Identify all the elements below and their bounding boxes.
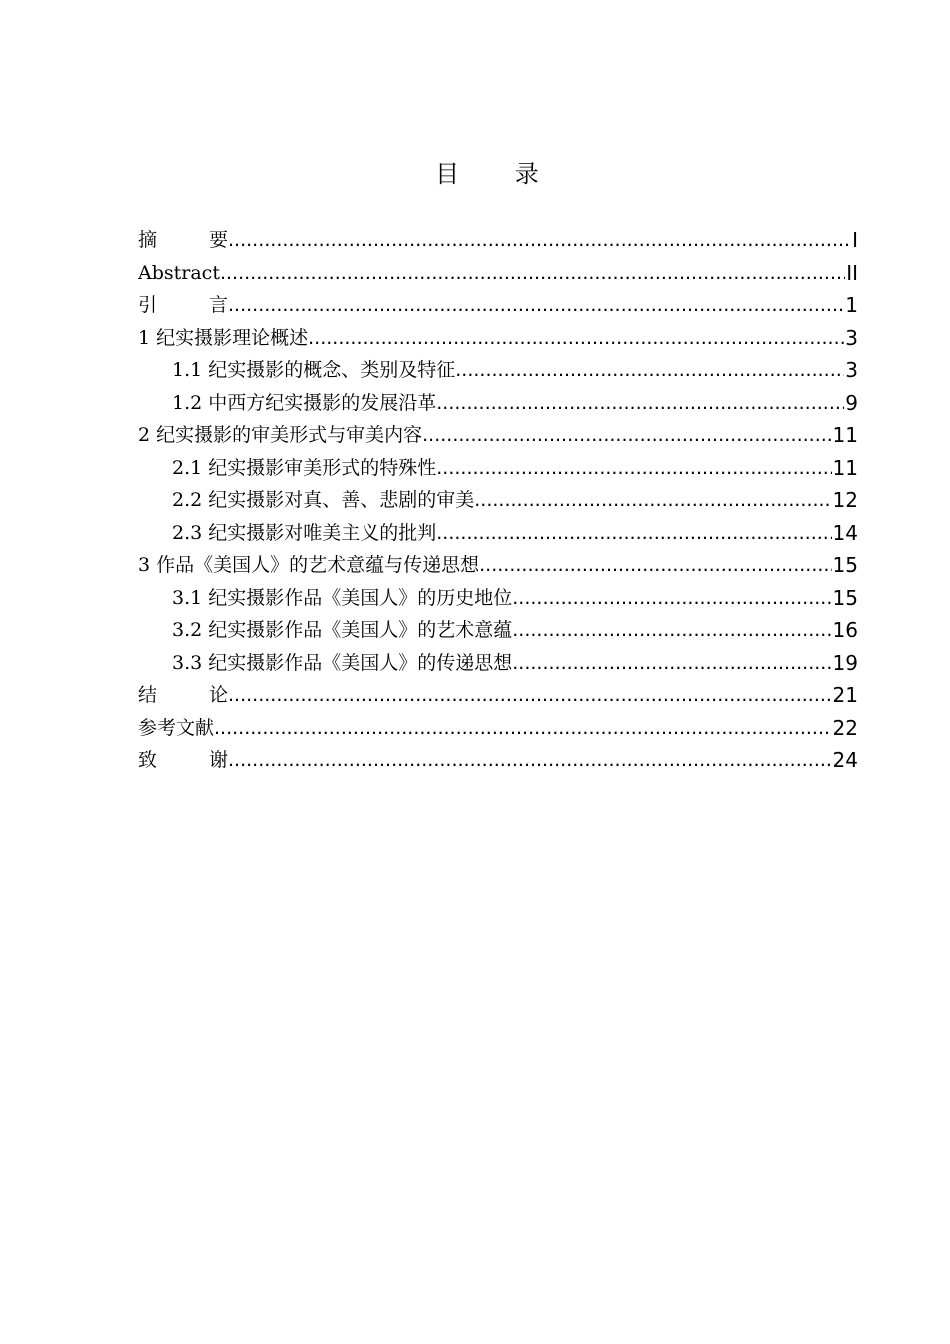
toc-dot-leader	[422, 419, 831, 452]
toc-entry[interactable]	[138, 484, 858, 517]
toc-entry-page-number: 3	[845, 358, 858, 382]
toc-entry-page-number: 16	[832, 618, 858, 642]
toc-entry-label: 结论	[138, 684, 228, 706]
toc-entry-page-number: II	[846, 260, 858, 285]
toc-entry[interactable]	[138, 387, 858, 420]
toc-entry-label: Abstract	[138, 261, 220, 284]
toc-entry-label: 2.3 纪实摄影对唯美主义的批判	[172, 521, 437, 544]
toc-entry[interactable]	[138, 582, 858, 615]
toc-entry-label: 1.1 纪实摄影的概念、类别及特征	[172, 359, 456, 381]
toc-entry-label: 摘要	[138, 229, 228, 251]
toc-entry-label: 参考文献	[138, 716, 215, 739]
toc-dot-leader	[228, 224, 851, 257]
toc-dot-leader	[220, 257, 845, 290]
toc-dot-leader	[512, 614, 831, 647]
toc-entry-page-number: 12	[832, 488, 858, 512]
toc-entry-label: 3 作品《美国人》的艺术意蕴与传递思想	[138, 554, 480, 576]
toc-entry[interactable]	[138, 517, 858, 550]
toc-dot-leader	[436, 387, 844, 420]
toc-entry[interactable]	[138, 322, 858, 355]
toc-entry-page-number: 1	[845, 293, 858, 317]
toc-entry-label: 3.3 纪实摄影作品《美国人》的传递思想	[172, 651, 513, 674]
toc-entry-label: 2.1 纪实摄影审美形式的特殊性	[172, 456, 437, 479]
toc-entry-page-number: 11	[832, 423, 858, 447]
toc-dot-leader	[512, 647, 831, 680]
toc-dot-leader	[474, 484, 831, 517]
toc-dot-leader	[436, 452, 831, 485]
toc-entry-label: 3.1 纪实摄影作品《美国人》的历史地位	[172, 586, 513, 609]
toc-entry-page-number: 14	[832, 520, 858, 545]
toc-entry-label: 引言	[138, 294, 228, 316]
toc-entry[interactable]	[138, 712, 858, 745]
toc-entry-page-number: 15	[832, 585, 858, 610]
toc-dot-leader	[214, 712, 832, 745]
toc-entry[interactable]	[138, 224, 858, 257]
toc-entry[interactable]	[138, 354, 858, 387]
toc-entry-page-number: 24	[832, 748, 858, 772]
toc-dot-leader	[512, 582, 831, 615]
toc-entry-page-number: I	[852, 228, 858, 252]
toc-entry-page-number: 21	[832, 683, 858, 707]
toc-entry-label: 2.2 纪实摄影对真、善、悲剧的审美	[172, 489, 475, 511]
toc-dot-leader	[308, 322, 844, 355]
toc-entry-page-number: 22	[832, 715, 858, 740]
toc-entry-label: 3.2 纪实摄影作品《美国人》的艺术意蕴	[172, 619, 513, 641]
toc-list	[138, 224, 858, 777]
toc-entry[interactable]	[138, 257, 858, 290]
toc-dot-leader	[479, 549, 831, 582]
toc-entry-label: 1.2 中西方纪实摄影的发展沿革	[172, 391, 437, 414]
toc-entry-page-number: 11	[832, 455, 858, 480]
toc-entry-page-number: 3	[845, 325, 858, 350]
toc-title: 目 录	[435, 160, 563, 188]
toc-entry[interactable]	[138, 289, 858, 322]
toc-dot-leader	[228, 289, 844, 322]
toc-dot-leader	[455, 354, 844, 387]
toc-entry[interactable]	[138, 744, 858, 777]
toc-entry[interactable]	[138, 679, 858, 712]
toc-entry[interactable]	[138, 647, 858, 680]
toc-entry[interactable]	[138, 614, 858, 647]
toc-entry-page-number: 19	[832, 650, 858, 675]
toc-entry-label: 致谢	[138, 749, 228, 771]
toc-dot-leader	[436, 517, 831, 550]
toc-entry-page-number: 9	[845, 390, 858, 415]
toc-entry[interactable]	[138, 452, 858, 485]
toc-dot-leader	[228, 744, 832, 777]
toc-entry[interactable]	[138, 419, 858, 452]
toc-entry-label: 2 纪实摄影的审美形式与审美内容	[138, 424, 423, 446]
toc-entry[interactable]	[138, 549, 858, 582]
toc-entry-page-number: 15	[832, 553, 858, 577]
toc-entry-label: 1 纪实摄影理论概述	[138, 326, 309, 349]
toc-dot-leader	[228, 679, 832, 712]
